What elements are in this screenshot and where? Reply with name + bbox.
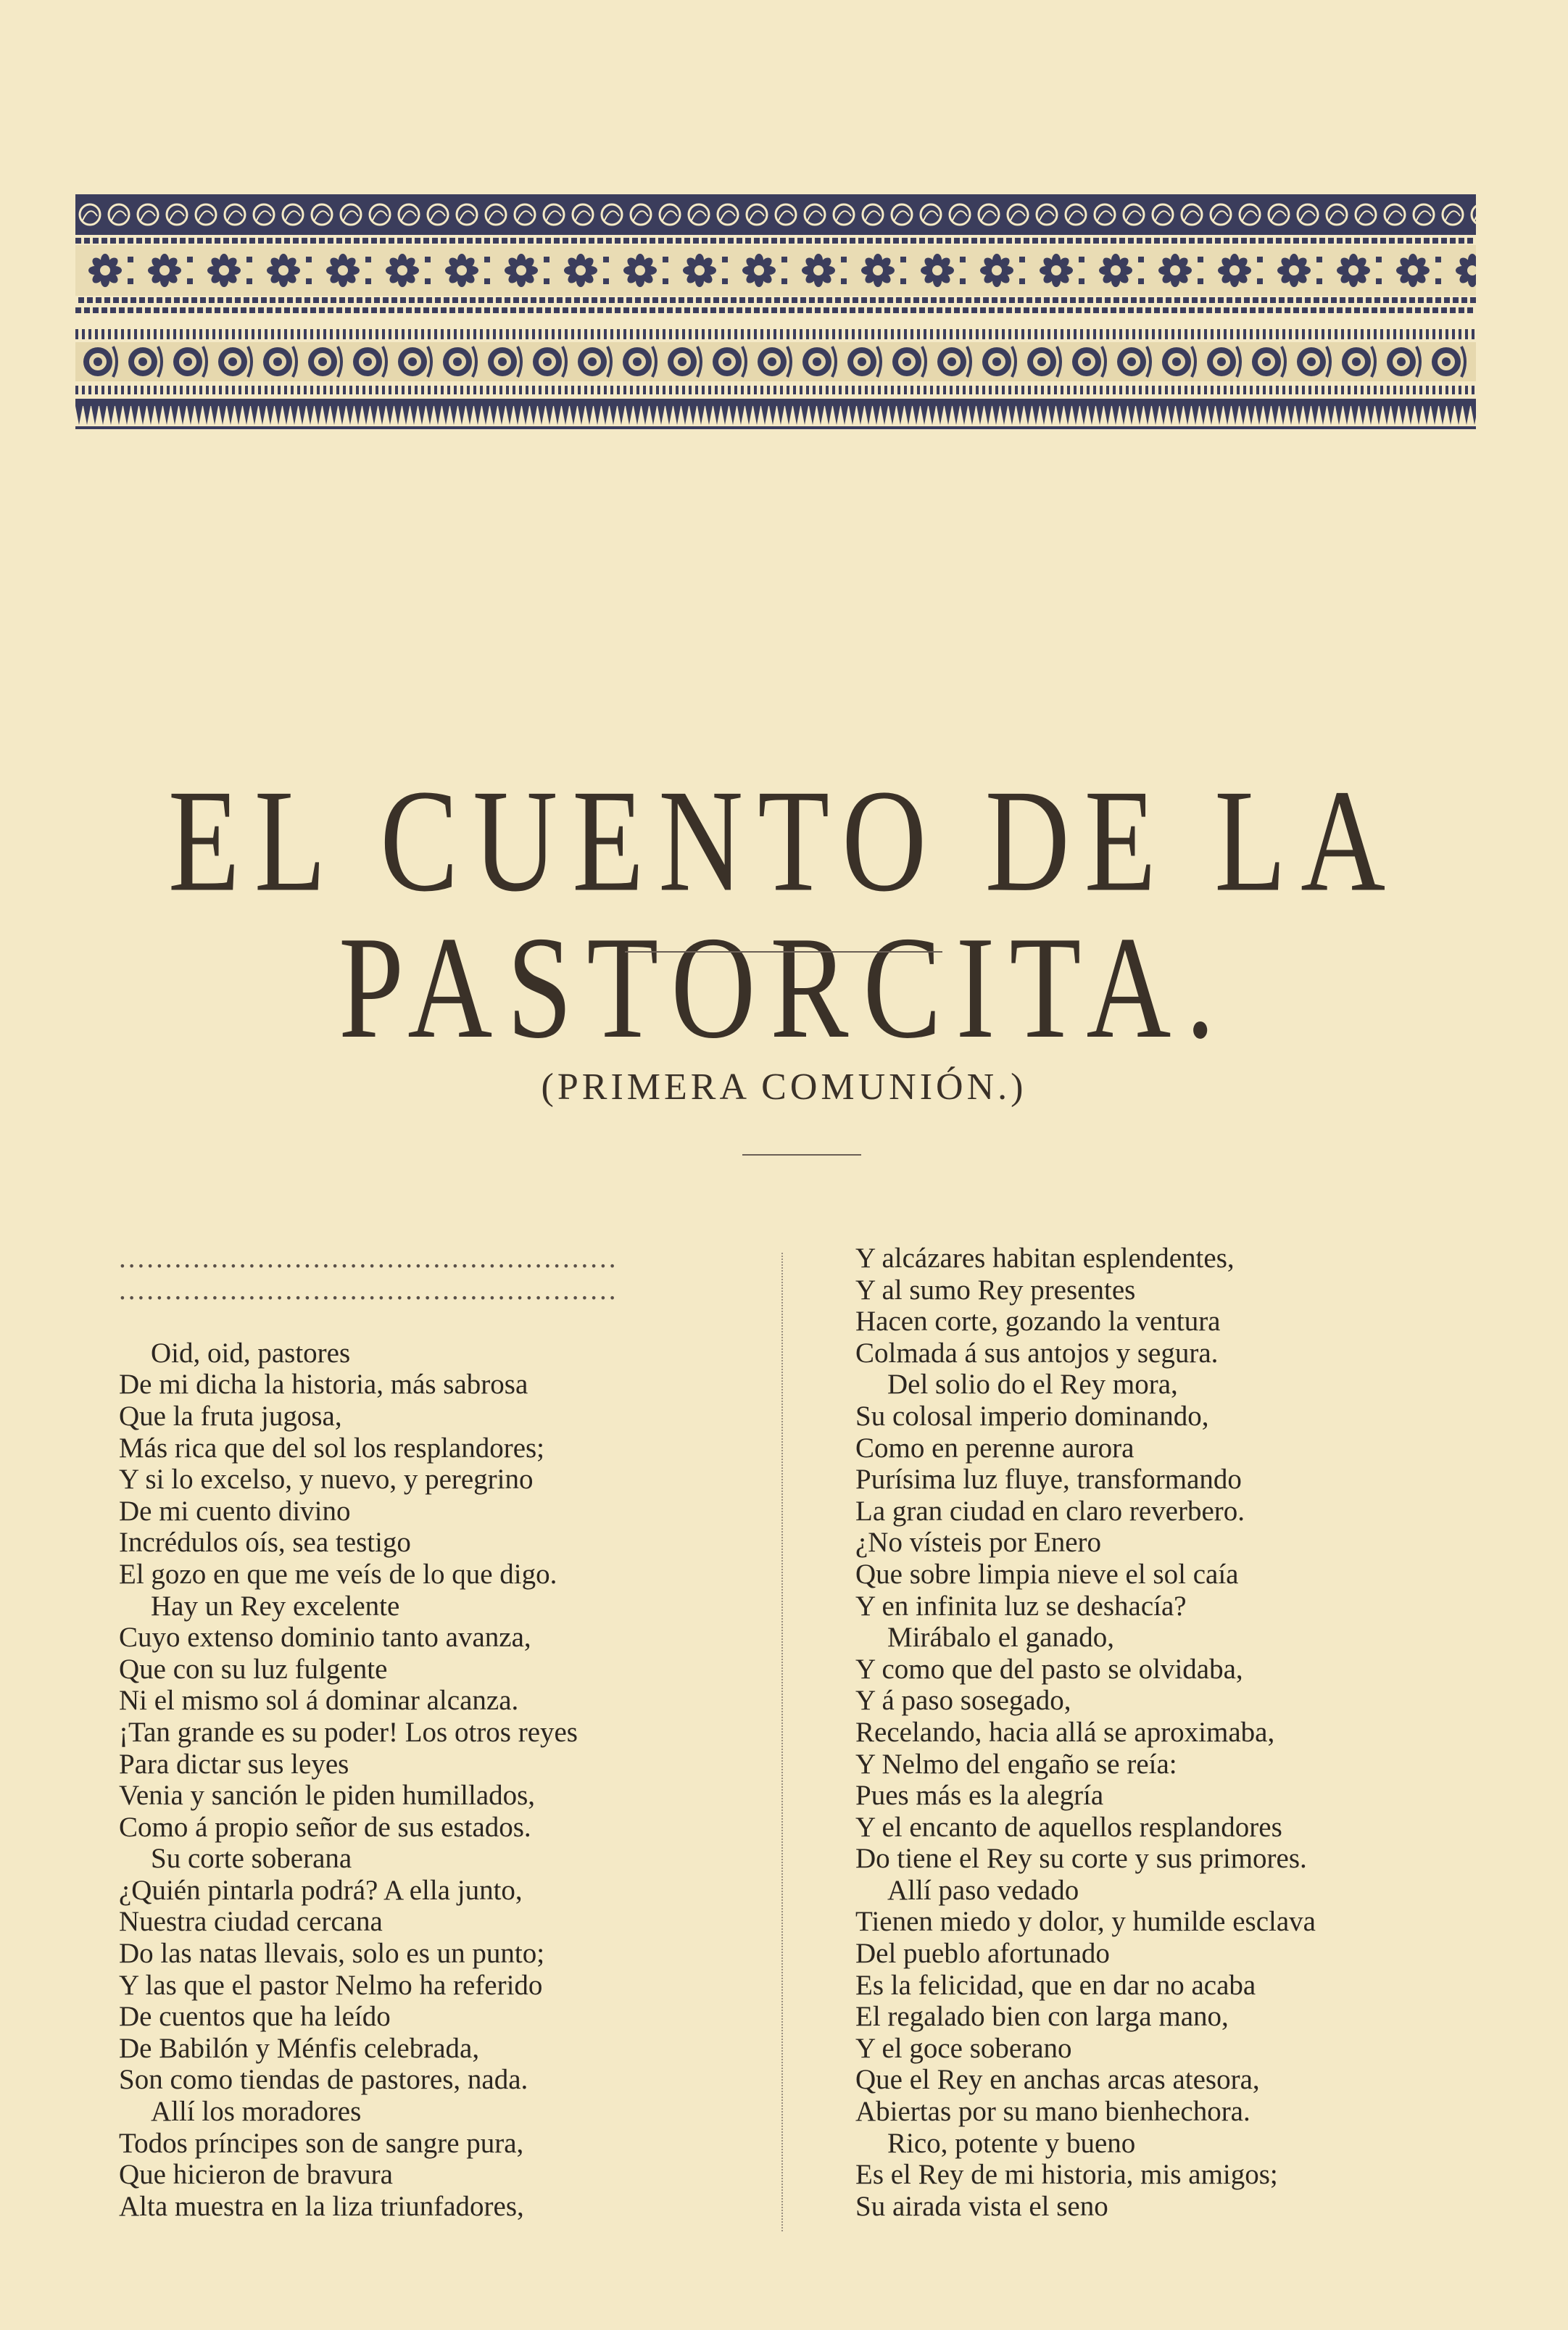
verse-line: Allí los moradores: [151, 2096, 362, 2128]
verse-line: Como á propio señor de sus estados.: [119, 1811, 531, 1843]
verse-line: Tienen miedo y dolor, y humilde esclava: [855, 1906, 1316, 1938]
ellipsis-line: ......................................................: [119, 1274, 618, 1306]
verse-line: ¿Quién pintarla podrá? A ella junto,: [119, 1874, 523, 1906]
verse-line: Y al sumo Rey presentes: [855, 1274, 1136, 1306]
verse-line: Colmada á sus antojos y segura.: [855, 1337, 1219, 1369]
verse-line: ¡Tan grande es su poder! Los otros reyes: [119, 1716, 578, 1748]
verse-line: Su airada vista el seno: [855, 2190, 1108, 2222]
verse-line: Y alcázares habitan esplendentes,: [855, 1243, 1235, 1274]
subtitle: (PRIMERA COMUNIÓN.): [541, 1066, 1027, 1108]
verse-line: Son como tiendas de pastores, nada.: [119, 2064, 528, 2096]
verse-line: Que con su luz fulgente: [119, 1653, 388, 1685]
verse-line: Incrédulos oís, sea testigo: [119, 1527, 411, 1559]
verse-line: Todos príncipes son de sangre pura,: [119, 2127, 524, 2159]
verse-line: Mirábalo el ganado,: [887, 1622, 1114, 1654]
page-title: EL CUENTO DE LA PASTORCITA.: [167, 760, 1401, 1069]
verse-line: De mi dicha la historia, más sabrosa: [119, 1369, 528, 1401]
verse-line: Nuestra ciudad cercana: [119, 1906, 383, 1938]
subtitle-rule: [742, 1154, 861, 1156]
verse-line: Más rica que del sol los resplandores;: [119, 1432, 545, 1464]
verse-line: Como en perenne aurora: [855, 1432, 1134, 1464]
verse-line: Que la fruta jugosa,: [119, 1400, 342, 1432]
verse-line: De cuentos que ha leído: [119, 2001, 391, 2033]
verse-line: Es el Rey de mi historia, mis amigos;: [855, 2159, 1278, 2191]
verse-line: Y las que el pastor Nelmo ha referido: [119, 1969, 543, 2001]
verse-line: El regalado bien con larga mano,: [855, 2001, 1229, 2033]
verse-line: Y como que del pasto se olvidaba,: [855, 1653, 1243, 1685]
verse-line: Del pueblo afortunado: [855, 1938, 1110, 1970]
verse-line: Es la felicidad, que en dar no acaba: [855, 1969, 1256, 2001]
verse-line: De Babilón y Ménfis celebrada,: [119, 2032, 480, 2064]
verse-line: Purísima luz fluye, transformando: [855, 1464, 1242, 1496]
verse-line: Su colosal imperio dominando,: [855, 1400, 1209, 1432]
verse-line: Su corte soberana: [151, 1843, 352, 1875]
verse-line: Que sobre limpia nieve el sol caía: [855, 1558, 1239, 1590]
verse-line: Y en infinita luz se deshacía?: [855, 1590, 1187, 1622]
verse-line: Y el encanto de aquellos resplandores: [855, 1811, 1282, 1843]
verse-line: La gran ciudad en claro reverbero.: [855, 1495, 1245, 1527]
verse-line: Del solio do el Rey mora,: [887, 1369, 1178, 1401]
verse-line: Cuyo extenso dominio tanto avanza,: [119, 1622, 531, 1654]
left-column: [119, 1243, 771, 2222]
verse-line: Venia y sanción le piden humillados,: [119, 1780, 536, 1812]
verse-line: Recelando, hacia allá se aproximaba,: [855, 1716, 1275, 1748]
verse-line: ¿No vísteis por Enero: [855, 1527, 1102, 1559]
verse-line: El gozo en que me veís de lo que digo.: [119, 1558, 557, 1590]
verse-line: Ni el mismo sol á dominar alcanza.: [119, 1685, 519, 1717]
title-rule: [625, 951, 942, 953]
verse-line: Alta muestra en la liza triunfadores,: [119, 2190, 524, 2222]
verse-line: Para dictar sus leyes: [119, 1748, 349, 1780]
right-column: [855, 1243, 1508, 2222]
verse-line: Y el goce soberano: [855, 2032, 1072, 2064]
verse-line: Oid, oid, pastores: [151, 1337, 351, 1369]
verse-line: Hacen corte, gozando la ventura: [855, 1306, 1221, 1338]
verse-line: Que hicieron de bravura: [119, 2159, 393, 2191]
verse-line: Hay un Rey excelente: [151, 1590, 400, 1622]
verse-line: De mi cuento divino: [119, 1495, 351, 1527]
verse-line: Allí paso vedado: [887, 1874, 1079, 1906]
verse-line: Do tiene el Rey su corte y sus primores.: [855, 1843, 1307, 1875]
column-divider: [781, 1253, 783, 2231]
verse-line: Pues más es la alegría: [855, 1780, 1104, 1812]
verse-line: Que el Rey en anchas arcas atesora,: [855, 2064, 1260, 2096]
verse-line: Y á paso sosegado,: [855, 1685, 1071, 1717]
verse-line: Rico, potente y bueno: [887, 2127, 1136, 2159]
verse-line: Do las natas llevais, solo es un punto;: [119, 1938, 545, 1970]
decorative-floral-border-icon: [75, 194, 1476, 444]
stanza-gap: [119, 1306, 771, 1338]
ellipsis-line: ......................................................: [119, 1243, 618, 1274]
verse-line: Abiertas por su mano bienhechora.: [855, 2096, 1250, 2128]
verse-line: Y Nelmo del engaño se reía:: [855, 1748, 1177, 1780]
verse-line: Y si lo excelso, y nuevo, y peregrino: [119, 1464, 534, 1496]
